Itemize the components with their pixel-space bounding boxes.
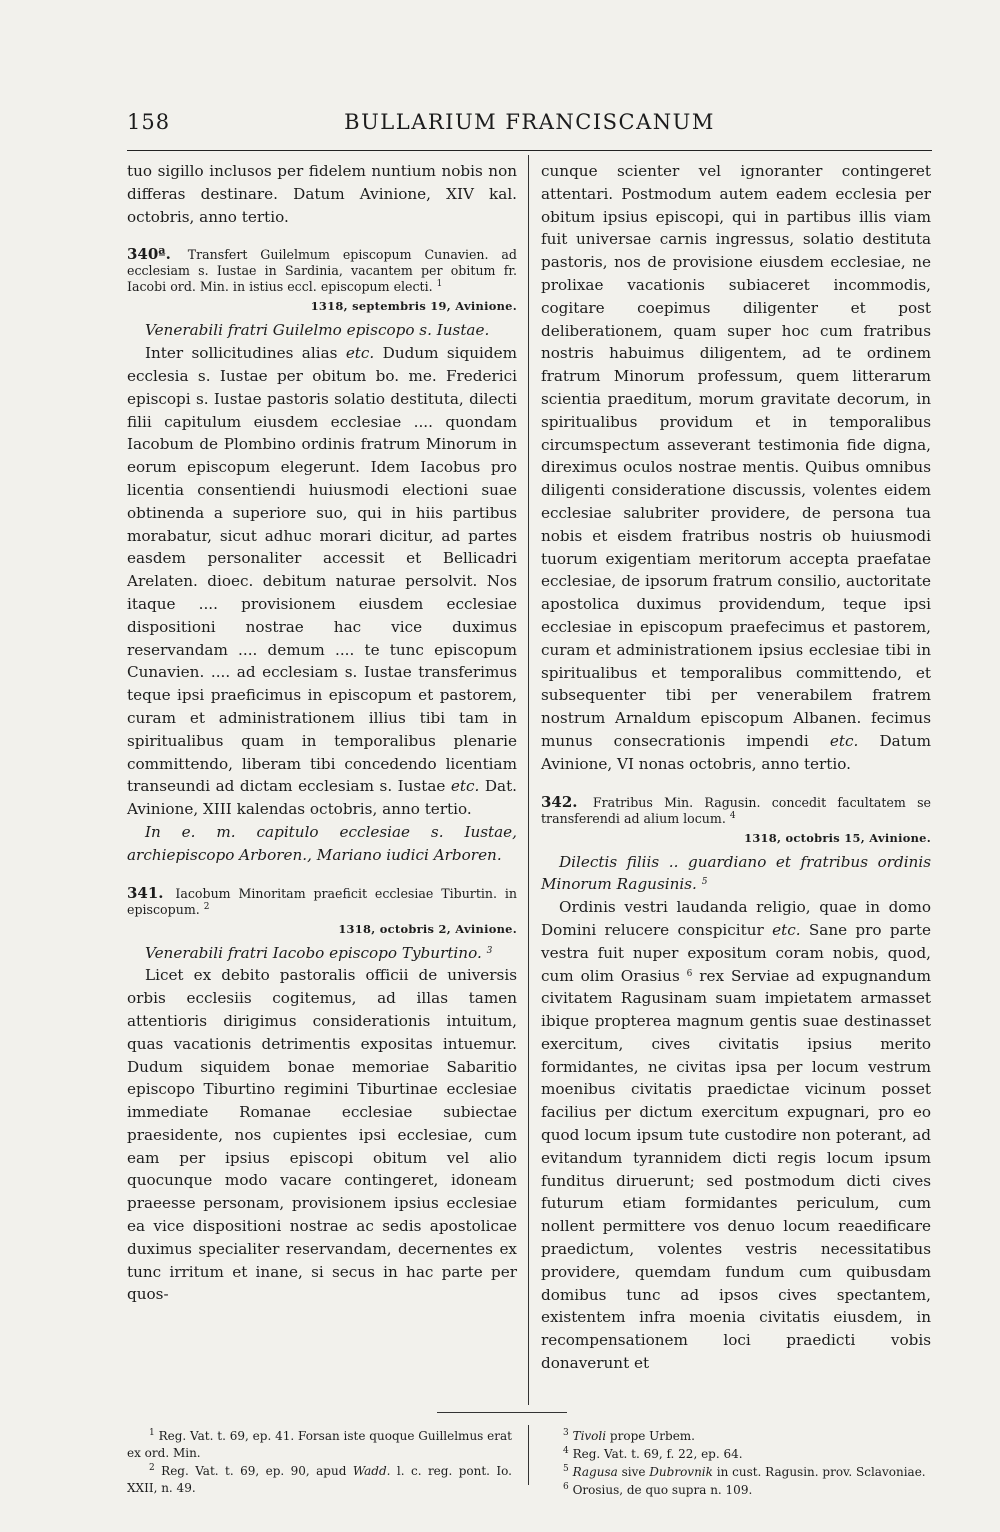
in-eundem-modum: In e. m. capitulo ecclesiae s. Iustae, archiepiscopo Arboren., Mariano iudici Arboren. bbox=[127, 822, 517, 864]
running-head bbox=[127, 110, 932, 140]
paragraph-continued bbox=[541, 160, 931, 776]
body-text: Inter sollicitudines alias bbox=[145, 344, 338, 363]
footnote-3 bbox=[563, 1428, 948, 1445]
letter-body bbox=[541, 896, 931, 1375]
right-column bbox=[541, 160, 931, 1375]
footnote-italic: Dubrovnik bbox=[649, 1465, 713, 1479]
footnote-italic: Wadd. bbox=[352, 1464, 391, 1478]
body-text: Dat. Avinione, XIII kalendas octobris, anno tertio. bbox=[127, 777, 518, 819]
etc-mark: etc. bbox=[345, 344, 375, 363]
page-title: BULLARIUM FRANCISCANUM bbox=[344, 110, 715, 134]
footnote-italic: Tivoli bbox=[572, 1429, 607, 1443]
etc-mark: etc. bbox=[772, 920, 801, 939]
footnote-mark: 3 bbox=[563, 1428, 569, 1438]
footnote-text: sive bbox=[621, 1465, 646, 1479]
addressee-text: Venerabili fratri Iacobo episcopo Tyburtino. bbox=[145, 943, 482, 962]
footnote-ref: 6 bbox=[686, 968, 693, 979]
footnote-2 bbox=[127, 1463, 512, 1497]
entry-summary: Transfert Guilelmum episcopum Cunavien. ad ecclesiam s. Iustae in Sardinia, vacantem per obitum fr. Iacobi ord. Min. in istius eccl. episcopum electi. bbox=[127, 247, 517, 295]
body-text: rex Serviae ad expugnandum civitatem Ragusinam suam impietatem armasset ibique propterea magnum gentis suae destinasset exercitum, cives civitatis ipsius merito formidantes, ne civitas ipsa per locum vestrum moenibus civitatis praedictae vicinum posset facilius per dictum exercitum expugnari, pro eo quod locum ipsum tute custodire non poterant, ad evitandum tyrannidem dicti regis locum ipsum funditus diruerunt; sed postmodum dicti cives futurum etiam formidantes periculum, cum nollent permittere vos denuo locum reaedificare praedictum, volentes vestris necessitatibus providere, quemdam fundum cum quibusdam domibus tunc ad ipsos cives spectantem, existentem infra moenia civitatis eiusdem, in recompensationem loci praedicti vobis donaverunt et bbox=[541, 966, 932, 1373]
footnote-mark: 1 bbox=[149, 1428, 155, 1438]
regest-342 bbox=[541, 794, 931, 827]
body-text: Datum Avinione, VI nonas octobris, anno tertio. bbox=[541, 731, 932, 773]
footnote-text: Reg. Vat. t. 69, ep. 41. Forsan iste quoque Guillelmus erat ex ord. Min. bbox=[127, 1429, 512, 1460]
body-text: Dudum siquidem ecclesia s. Iustae per obitum bo. me. Frederici episcopi s. Iustae pastoris solatio destituta, dilecti filii capitulum eiusdem ecclesiae .... quondam Iacobum de Plombino ordinis fratrum Minorum in eorum episcopum elegerunt. Idem Iacobus pro licentia consentiendi huiusmodi electioni suae obtinenda a superiore suo, qui in hiis partibus morabatur, sicut adhuc morari dicitur, ad partes easdem personaliter accessit et Bellicadri Arelaten. dioec. debitum naturae persolvit. Nos itaque .... provisionem eiusdem ecclesiae dispositioni nostrae hac vice duximus reservandam .... demum .... te tunc episcopum Cunavien. .... ad ecclesiam s. Iustae transferimus teque ipsi praeficimus in episcopum et pastorem, curam et administrationem illius tibi tam in spiritualibus quam in temporalibus plenarie committendo, liberam tibi concedendo licentiam transeundi ad dictam ecclesiam s. Iustae bbox=[127, 344, 518, 796]
entry-summary: Iacobum Minoritam praeficit ecclesiae Tiburtin. in episcopum. bbox=[127, 885, 517, 917]
letter-body bbox=[127, 342, 517, 821]
footnote-ref: 1 bbox=[436, 279, 443, 290]
footnote-text: in cust. Ragusin. prov. Sclavoniae. bbox=[716, 1465, 926, 1479]
entry-date: 1318, septembris 19, Avinione. bbox=[310, 299, 517, 314]
entry-number: 342. bbox=[541, 792, 578, 811]
footnote-mark: 6 bbox=[563, 1482, 569, 1492]
footnote-ref: 2 bbox=[203, 901, 210, 912]
footnote-ref: 4 bbox=[729, 810, 736, 821]
footnote-mark: 2 bbox=[149, 1463, 155, 1473]
footnote-mark: 5 bbox=[563, 1464, 569, 1474]
footnote-ref: 3 bbox=[486, 945, 493, 956]
entry-summary: Fratribus Min. Ragusin. concedit facultatem se transferendi ad alium locum. bbox=[541, 794, 931, 826]
etc-mark: etc. bbox=[450, 777, 480, 796]
footnote-1 bbox=[127, 1428, 512, 1462]
addressee: Venerabili fratri Guilelmo episcopo s. Iustae. bbox=[145, 321, 490, 340]
entry-number: 340ª. bbox=[127, 245, 171, 264]
addressee-text: Dilectis filiis .. guardiano et fratribus ordinis Minorum Ragusinis. bbox=[541, 852, 931, 894]
footnote-6 bbox=[563, 1482, 948, 1499]
footnotes-right bbox=[563, 1428, 948, 1500]
left-column bbox=[127, 160, 517, 1306]
entry-date: 1318, octobris 2, Avinione. bbox=[338, 921, 517, 936]
footnote-mark: 4 bbox=[563, 1446, 569, 1456]
body-text: Sane pro parte vestra fuit nuper expositum coram nobis, quod, cum olim Orasius bbox=[541, 920, 932, 985]
entry-date: 1318, octobris 15, Avinione. bbox=[744, 830, 931, 845]
footnote-italic: Ragusa bbox=[572, 1465, 618, 1479]
header-rule bbox=[127, 150, 932, 151]
column-divider bbox=[528, 155, 529, 1405]
footnote-separator bbox=[437, 1412, 567, 1413]
footnote-text: Reg. Vat. t. 69, f. 22, ep. 64. bbox=[572, 1447, 743, 1461]
footnotes-left bbox=[127, 1428, 512, 1498]
letter-body: Licet ex debito pastoralis officii de universis orbis ecclesiis cogitemus, ad illas tamen attentioris dirigimus considerationis intuitum, quas vacationis detrimentis expositas intuemur. Dudum siquidem bonae memoriae Sabaritio episcopo Tiburtino regimini Tiburtinae ecclesiae immediate Romanae ecclesiae subiectae praesidente, nos cupientes ipsi ecclesiae, cum eam per ipsius episcopi obitum vel alio quocunque modo vacare contingeret, idoneam praeesse personam, provisionem ipsius ecclesiae ea vice dispositioni nostrae ac sedis apostolicae duximus specialiter reservandam, decernentes ex tunc irritum et inane, si secus in hac parte per quos- bbox=[127, 966, 517, 1304]
regest-340 bbox=[127, 246, 517, 295]
footnote-text: Reg. Vat. t. 69, ep. 90, apud bbox=[161, 1464, 347, 1478]
body-text: Ordinis vestri laudanda religio, quae in domo Domini relucere conspicitur bbox=[541, 898, 931, 939]
footnote-text: prope Urbem. bbox=[609, 1429, 695, 1443]
paragraph-continued: tuo sigillo inclusos per fidelem nuntium nobis non differas destinare. Datum Avinione, XIV kal. octobris, anno tertio. bbox=[127, 162, 517, 226]
footnote-text: l. c. reg. pont. Io. XXII, n. 49. bbox=[127, 1464, 512, 1495]
footnote-column-divider bbox=[528, 1425, 529, 1485]
etc-mark: etc. bbox=[829, 731, 859, 750]
footnote-4 bbox=[563, 1446, 948, 1463]
entry-number: 341. bbox=[127, 883, 164, 902]
body-text: cunque scienter vel ignoranter contingeret attentari. Postmodum autem eadem ecclesia per obitum ipsius episcopi, qui in partibus illis viam fuit universae carnis ingressus, solatio destituta pastoris, nos de provisione eiusdem ecclesiae, ne prolixae vacationis subiaceret incommodis, cogitare coepimus diligenter et post deliberationem, quam super hoc cum fratribus nostris habuimus diligentem, ad te ordinem fratrum Minorum professum, quem litterarum scientia praeditum, morum gravitate decorum, in spiritualibus providum et in temporalibus circumspectum asseverant testimonia fide digna, direximus oculos nostrae mentis. Quibus omnibus diligenti consideratione discussis, volentes eidem ecclesiae salubriter providere, de persona tua nobis et eisdem fratribus nostris ob huiusmodi tuorum exigentiam meritorum accepta praefatae ecclesiae, de ipsorum fratrum consilio, auctoritate apostolica duximus providendum, teque ipsi ecclesiae in episcopum praefecimus et pastorem, curam et administrationem ipsius ecclesiae tibi in spiritualibus et temporalibus committendo, et subsequenter tibi per venerabilem fratrem nostrum Arnaldum episcopum Albanen. fecimus munus consecrationis impendi bbox=[541, 162, 931, 750]
footnote-ref: 5 bbox=[701, 877, 708, 888]
page-number: 158 bbox=[127, 110, 171, 134]
addressee bbox=[127, 942, 517, 965]
addressee bbox=[541, 851, 931, 897]
footnote-text: Orosius, de quo supra n. 109. bbox=[572, 1483, 753, 1497]
regest-341 bbox=[127, 885, 517, 918]
footnote-5 bbox=[563, 1464, 948, 1481]
